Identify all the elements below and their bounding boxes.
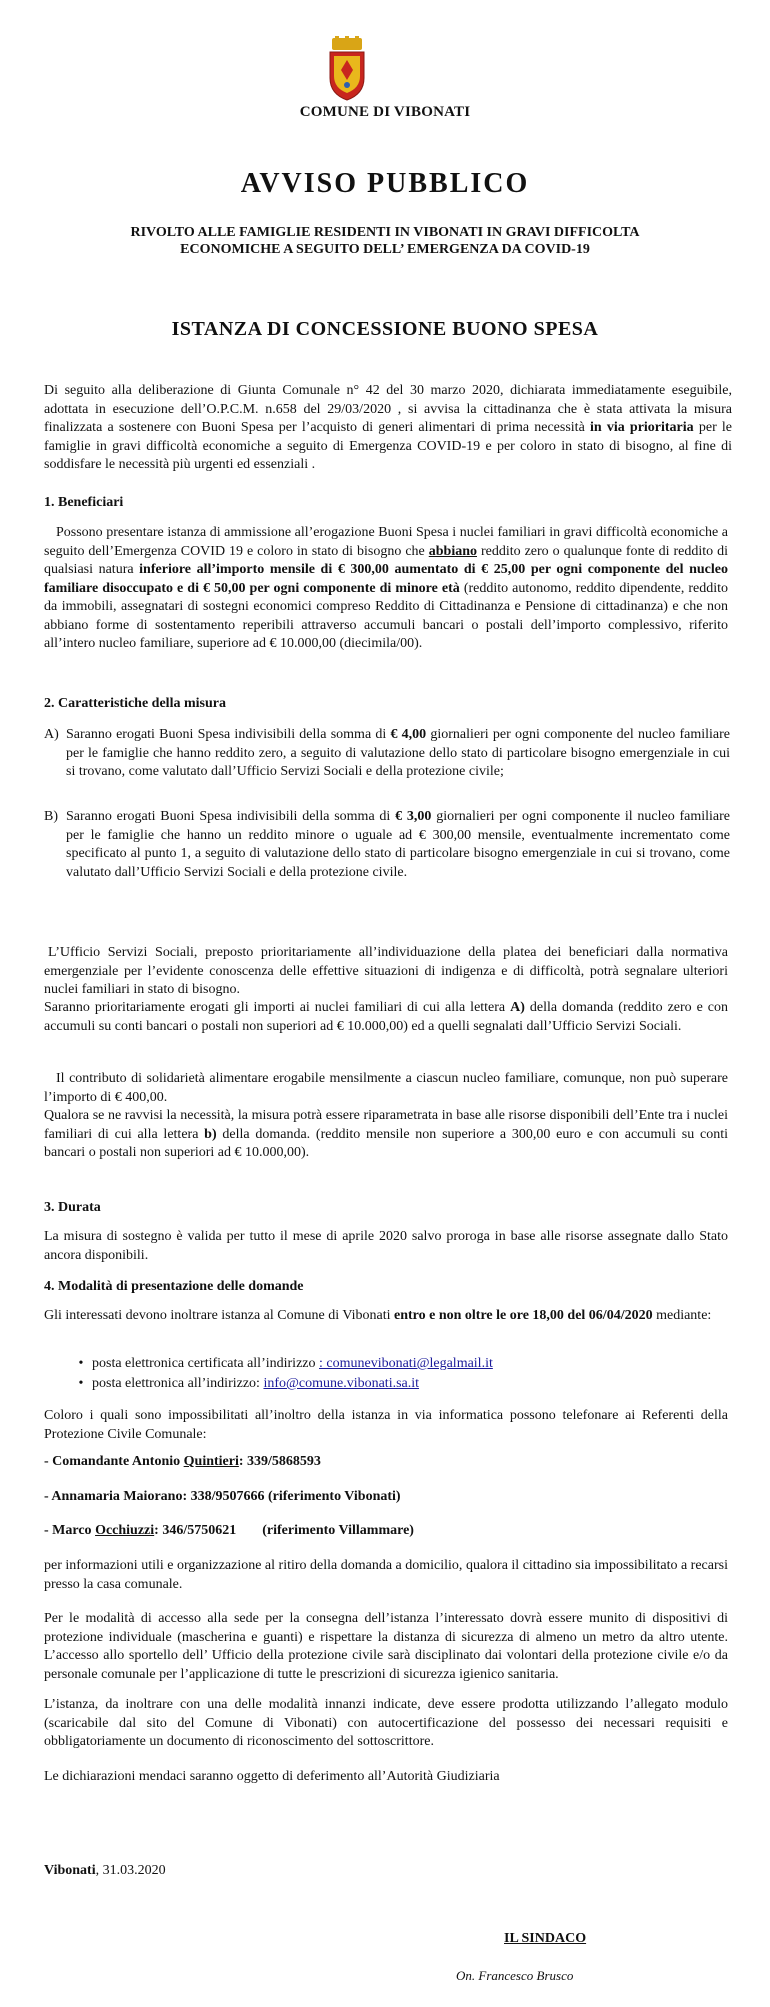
phone-paragraph: Coloro i quali sono impossibilitati all’inoltro della istanza in via informatica possono telefonare ai Referenti della Protezione Civile Comunale:: [44, 1408, 728, 1442]
place-date: [44, 1862, 166, 1881]
reparametrize-text-1: Qualora se ne ravvisi la necessità, la misura potrà essere riparametrata in base alle risorse disponibili dell’Ente tra i nuclei familiari di cui alla lettera: [44, 1108, 728, 1142]
intro-priority: in via prioritaria: [589, 420, 694, 435]
contact-3-name: - Marco: [44, 1523, 96, 1538]
submission-text-2: mediante:: [652, 1308, 712, 1323]
info-paragraph: per informazioni utili e organizzazione al ritiro della domanda a domicilio, qualora il cittadino sia impossibilitato a recarsi presso la casa comunale.: [44, 1558, 728, 1592]
contact-3: [44, 1522, 414, 1541]
social-services-paragraph: L’Ufficio Servizi Sociali, preposto prioritariamente all’individuazione della platea dei beneficiari dalla normativa emergenziale per l’evidente conoscenza delle effettive situazioni di indigenza e di difficoltà, potrà segnalare ulteriori nuclei familiari in stato di bisogno.: [44, 945, 728, 997]
beneficiaries-text-3: (reddito autonomo, reddito dipendente, reddito da immobili, assegnatari di sostegni economici compreso Reddito di Cittadinanza e Pensione di cittadinanza) e che non abbiano forme di sostentamento reperibili attraverso accumuli bancari o postali dell’importo complessivo, riferito all’intero nucleo familiare, superiore ad € 10.000,00 (diecimila/00).: [44, 580, 729, 651]
email-label: posta elettronica all’indirizzo:: [92, 1376, 264, 1391]
beneficiaries-text-1: Possono presentare istanza di ammissione all’erogazione Buoni Spesa i nuclei familiari in gravi difficoltà economiche a seguito dell’Emergenza COVID 19 e coloro in stato di bisogno che: [44, 525, 728, 559]
measure-a-text-2: giornalieri per ogni componente del nucleo familiare per le famiglie che hanno reddito zero, a seguito di valutazione dello stato di particolare bisogno emergenziale in cui si trovano, come valutato dall’Ufficio Servizi Sociali e della protezione civile;: [66, 727, 730, 779]
notice-subtitle: [80, 224, 690, 258]
contact-1: [44, 1453, 321, 1472]
priority-letter-a: A): [510, 1000, 525, 1015]
section-4-heading: 4. Modalità di presentazione delle domande: [44, 1279, 304, 1294]
measure-a-amount: € 4,00: [390, 727, 427, 742]
false-declarations-paragraph: Le dichiarazioni mendaci saranno oggetto di deferimento all’Autorità Giudiziaria: [44, 1769, 500, 1784]
intro-text-2: per le famiglie in gravi difficoltà economiche a seguito di Emergenza COVID-19 e per coloro in stato di bisogno, al fine di soddisfare le necessità più urgenti ed essenziali .: [44, 420, 733, 472]
measure-b-label: B): [44, 809, 58, 824]
document-title: ISTANZA DI CONCESSIONE BUONO SPESA: [171, 318, 599, 340]
email-link[interactable]: info@comune.vibonati.sa.it: [263, 1376, 420, 1391]
beneficiaries-text-2: reddito zero o qualunque fonte di reddito di qualsiasi natura: [44, 543, 728, 577]
measure-a-text-1: Saranno erogati Buoni Spesa indivisibili della somma di: [66, 727, 391, 742]
section-2-heading: 2. Caratteristiche della misura: [44, 696, 226, 711]
priority-text-1: Saranno prioritariamente erogati gli importi ai nuclei familiari di cui alla lettera: [44, 1000, 511, 1015]
signatory-title: IL SINDACO: [504, 1931, 587, 1946]
reparametrize-letter-b: b): [204, 1126, 217, 1142]
contact-1-surname: Quintieri: [183, 1454, 239, 1469]
contact-2: - Annamaria Maiorano: 338/9507666 (riferimento Vibonati): [44, 1489, 401, 1504]
signatory-name: On. Francesco Brusco: [456, 1968, 574, 1983]
subtitle-line-2: ECONOMICHE A SEGUITO DELL’ EMERGENZA DA COVID-19: [180, 242, 590, 257]
reparametrize-text-2: della domanda. (reddito mensile non superiore a 300,00 euro e con accumuli su conti bancari o postali non superiori ad € 10.000,00).: [44, 1126, 728, 1160]
measure-a: [44, 726, 730, 782]
priority-text-2: della domanda (reddito zero e con accumuli su conti bancari o postali non superiori ad € 10.000,00) ed a quelli segnalati dall’Ufficio Servizi Sociali.: [44, 1000, 729, 1034]
pec-email-link[interactable]: : comunevibonati@legalmail.it: [319, 1356, 493, 1371]
intro-text-1: Di seguito alla deliberazione di Giunta Comunale n° 42 del 30 marzo 2020, dichiarata immediatamente eseguibile, adottata in esecuzione dell’O.P.C.M. n.658 del 29/03/2020 , si avvisa la cittadinanza che è stata attivata la misura finalizzata a sostenere con Buoni Spesa per l’acquisto di generi alimentari di prima necessità: [44, 383, 732, 435]
submission-text-1: Gli interessati devono inoltrare istanza al Comune di Vibonati: [44, 1308, 394, 1323]
section-1-heading: 1. Beneficiari: [44, 495, 124, 510]
section-1-text: [44, 524, 728, 654]
access-paragraph: Per le modalità di accesso alla sede per la consegna dell’istanza l’interessato dovrà essere munito di dispositivi di protezione individuale (mascherina e guanti) e rispettare la distanza di sicurezza di almeno un metro da altro utente. L’accesso allo sportello dell’ Ufficio della protezione civile sarà disciplinato dai volontari della protezione civile e/o da personale comunale per l’applicazione di tutte le prescrizioni di sicurezza igienico sanitaria.: [44, 1611, 728, 1682]
municipality-name: COMUNE DI VIBONATI: [299, 104, 471, 120]
contact-3-phone: : 346/5750621: [154, 1523, 237, 1538]
contact-3-ref: (riferimento Villammare): [262, 1523, 414, 1538]
measure-b-text-1: Saranno erogati Buoni Spesa indivisibili della somma di: [66, 809, 396, 824]
form-paragraph: L’istanza, da inoltrare con una delle modalità innanzi indicate, deve essere prodotta utilizzando l’allegato modulo (scaricabile dal sito del Comune di Vibonati) con autocertificazione del possesso dei necessari requisiti e obbligatoriamente un documento di riconoscimento del sottoscrittore.: [44, 1697, 728, 1749]
contact-3-surname: Occhiuzzi: [95, 1523, 155, 1538]
email-list-item: [70, 1375, 419, 1394]
submission-paragraph: [44, 1307, 728, 1326]
subtitle-line-1: RIVOLTO ALLE FAMIGLIE RESIDENTI IN VIBONATI IN GRAVI DIFFICOLTA: [130, 225, 640, 240]
bullet-icon: •: [78, 1376, 84, 1391]
reparametrize-paragraph: [44, 1107, 728, 1163]
pec-label: posta elettronica certificata all’indirizzo: [92, 1356, 319, 1371]
beneficiaries-income-limit: inferiore all’importo mensile di € 300,00 aumentato di € 25,00 per ogni componente del nucleo familiare disoccupato e di € 50,00 per ogni componente di minore età: [44, 562, 728, 596]
priority-paragraph: [44, 999, 728, 1036]
measure-a-label: A): [44, 727, 59, 742]
notice-title: AVVISO PUBBLICO: [240, 168, 530, 199]
submission-deadline: entro e non oltre le ore 18,00 del 06/04/2020: [394, 1308, 653, 1323]
measure-b-amount: € 3,00: [395, 809, 432, 824]
contact-1-name: - Comandante Antonio: [44, 1454, 184, 1469]
intro-paragraph: [44, 382, 732, 475]
date: , 31.03.2020: [95, 1863, 166, 1878]
duration-paragraph: La misura di sostegno è valida per tutto il mese di aprile 2020 salvo proroga in base alle risorse assegnate dallo Stato ancora disponibili.: [44, 1229, 728, 1263]
section-3-heading: 3. Durata: [44, 1200, 101, 1215]
measure-b-text-2: giornalieri per ogni componente il nucleo familiare per le famiglie che hanno un reddito minore o uguale ad € 300,00 mensile, eventualmente incrementato come specificato al punto 1, a seguito di valutazione dello stato di particolare bisogno emergenziale in cui si trovano, come valutato dall’Ufficio Servizi Sociali e della protezione civile.: [66, 809, 730, 880]
pec-list-item: [70, 1355, 493, 1374]
beneficiaries-abbiano: abbiano: [428, 543, 477, 559]
measure-b: [44, 808, 730, 882]
municipal-crest-icon: [326, 36, 368, 102]
contribution-paragraph: Il contributo di solidarietà alimentare erogabile mensilmente a ciascun nucleo familiare, comunque, non può superare l’importo di € 400,00.: [44, 1071, 728, 1105]
place: Vibonati: [44, 1863, 96, 1878]
contact-1-phone: : 339/5868593: [238, 1454, 321, 1469]
bullet-icon: •: [78, 1356, 84, 1371]
